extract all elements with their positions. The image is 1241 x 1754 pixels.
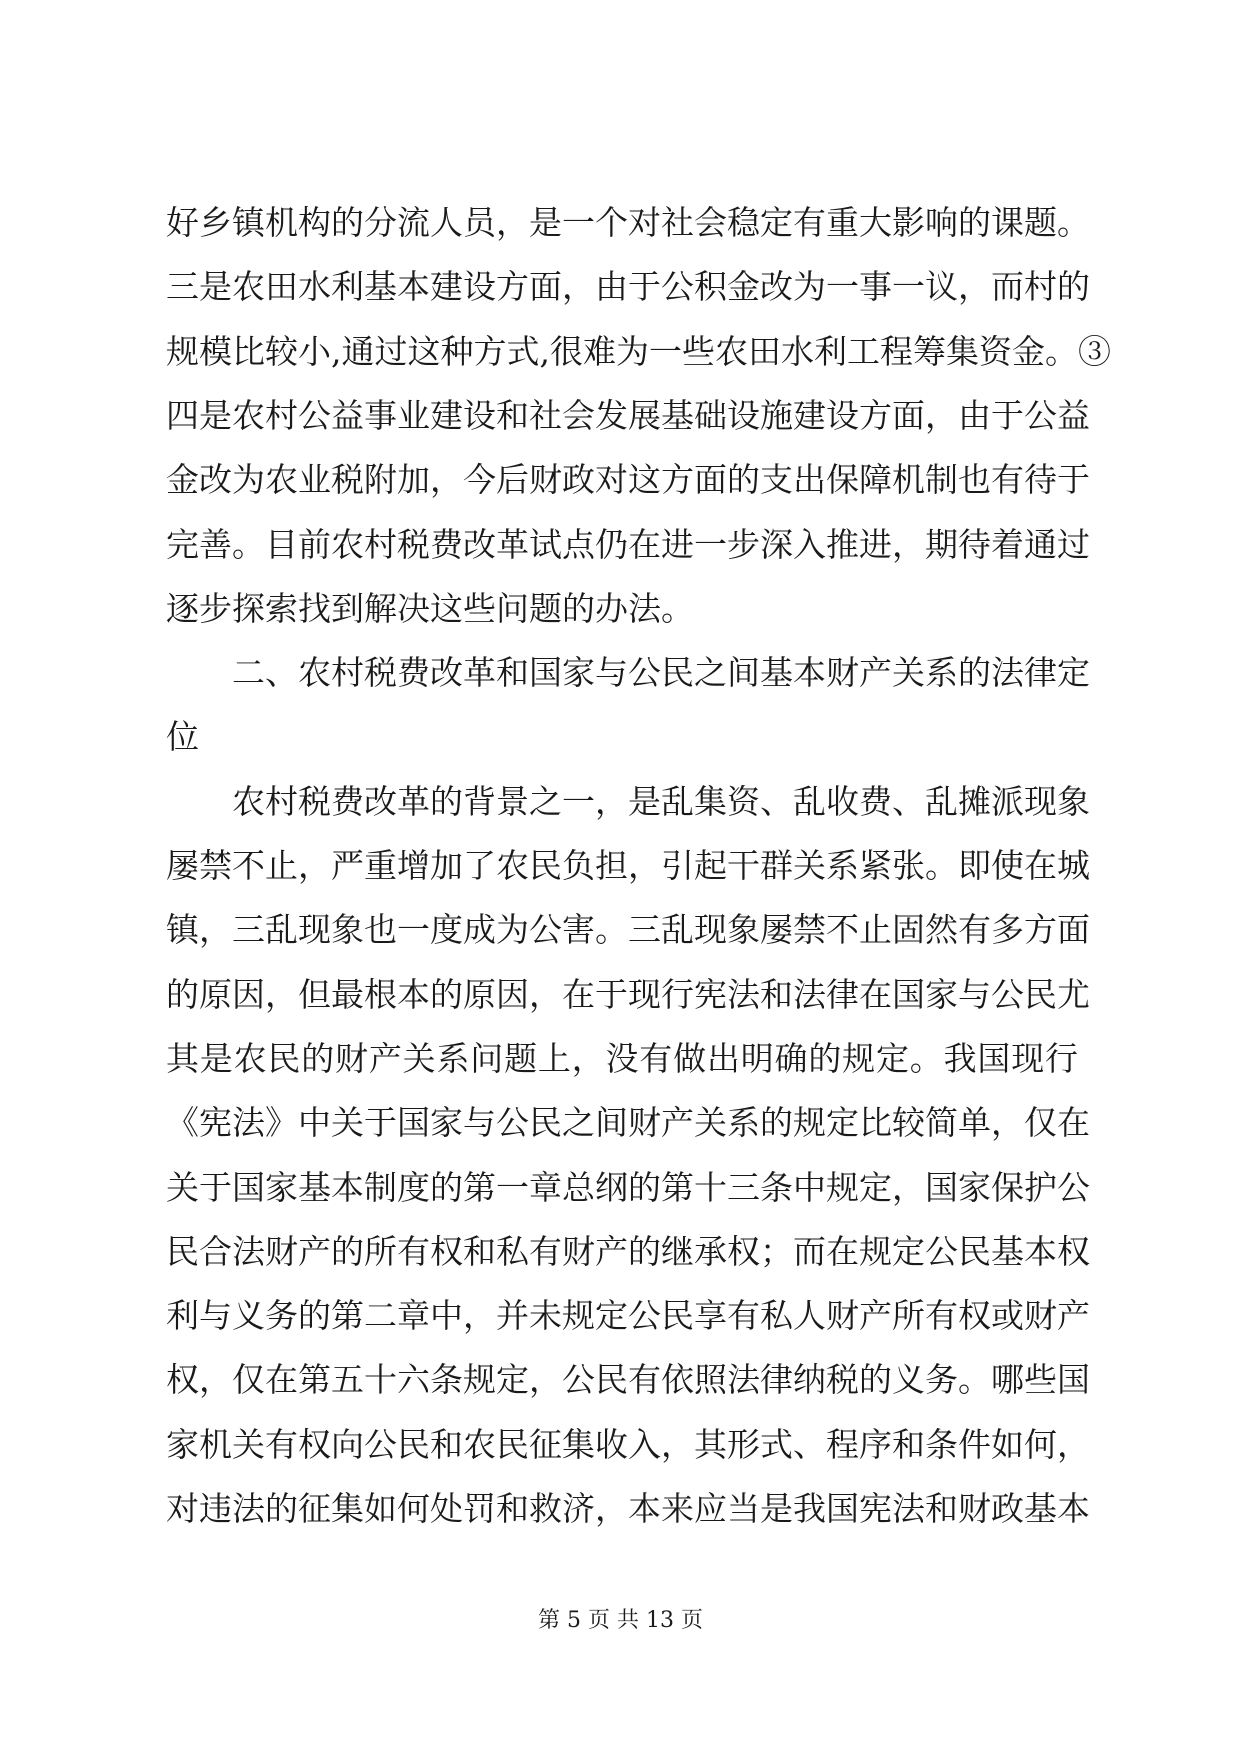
body-text-line: 的原因，但最根本的原因，在于现行宪法和法律在国家与公民尤 bbox=[166, 974, 1090, 1014]
body-text-line: 家机关有权向公民和农民征集收入，其形式、程序和条件如何， bbox=[166, 1424, 1090, 1464]
body-text-line: 三是农田水利基本建设方面，由于公积金改为一事一议，而村的 bbox=[166, 267, 1090, 307]
body-text-line: 完善。目前农村税费改革试点仍在进一步深入推进，期待着通过 bbox=[166, 524, 1090, 564]
body-text-line: 《宪法》中关于国家与公民之间财产关系的规定比较简单，仅在 bbox=[166, 1103, 1090, 1143]
body-text-line: 金改为农业税附加，今后财政对这方面的支出保障机制也有待于 bbox=[166, 460, 1090, 500]
body-text-line: 利与义务的第二章中，并未规定公民享有私人财产所有权或财产 bbox=[166, 1296, 1090, 1336]
body-text-line: 四是农村公益事业建设和社会发展基础设施建设方面，由于公益 bbox=[166, 395, 1090, 435]
section-heading-line: 位 bbox=[166, 717, 199, 757]
body-text-line: 好乡镇机构的分流人员，是一个对社会稳定有重大影响的课题。 bbox=[166, 203, 1090, 242]
body-text-line: 屡禁不止，严重增加了农民负担，引起干群关系紧张。即使在城 bbox=[166, 846, 1090, 885]
page-number-footer: 第 5 页 共 13 页 bbox=[538, 1608, 703, 1633]
body-text-line: 农村税费改革的背景之一，是乱集资、乱收费、乱摊派现象 bbox=[232, 781, 1090, 821]
body-text-line: 镇，三乱现象也一度成为公害。三乱现象屡禁不止固然有多方面 bbox=[166, 910, 1090, 950]
body-text-line: 民合法财产的所有权和私有财产的继承权；而在规定公民基本权 bbox=[166, 1231, 1090, 1271]
body-text-line: 对违法的征集如何处罚和救济，本来应当是我国宪法和财政基本 bbox=[166, 1489, 1090, 1528]
section-heading-line: 二、农村税费改革和国家与公民之间基本财产关系的法律定 bbox=[232, 653, 1090, 693]
body-text-line: 关于国家基本制度的第一章总纲的第十三条中规定，国家保护公 bbox=[166, 1167, 1090, 1207]
body-text-line: 逐步探索找到解决这些问题的办法。 bbox=[166, 588, 694, 628]
body-text-line: 其是农民的财产关系问题上，没有做出明确的规定。我国现行 bbox=[166, 1038, 1078, 1078]
body-text-line: 规模比较小,通过这种方式,很难为一些农田水利工程筹集资金。③ bbox=[166, 331, 1111, 371]
body-text-line: 权，仅在第五十六条规定，公民有依照法律纳税的义务。哪些国 bbox=[166, 1360, 1090, 1400]
